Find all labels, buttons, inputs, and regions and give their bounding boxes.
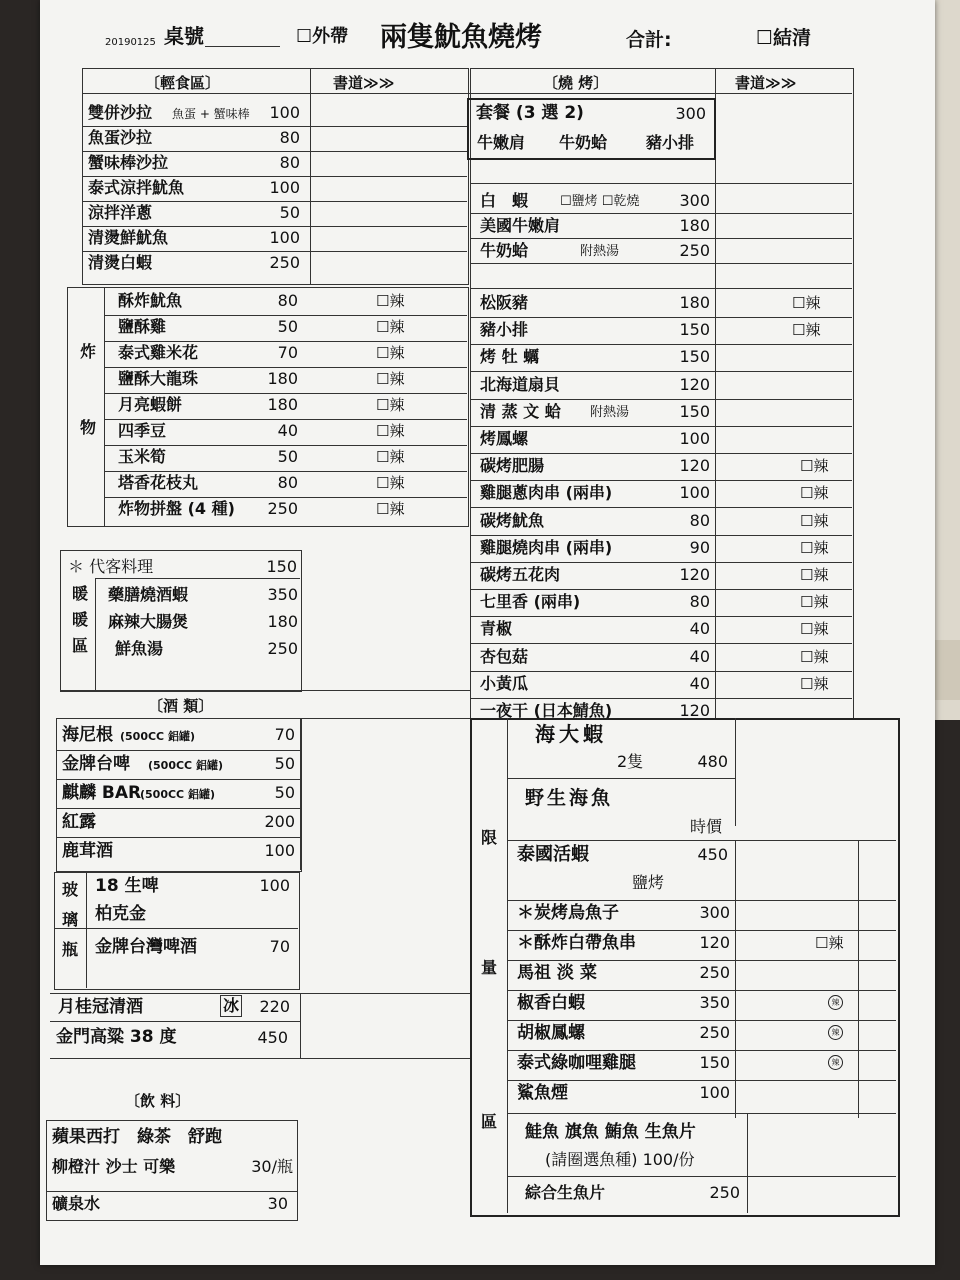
row-divider: [470, 344, 852, 345]
bbq-item-price: 120: [679, 565, 710, 584]
light-item-name: 清燙鮮魷魚: [88, 228, 169, 247]
limited-item-name: 馬祖 淡 菜: [517, 963, 597, 983]
fried-item-price: 180: [267, 369, 298, 388]
row-divider: [56, 750, 300, 751]
wild-fish-name: 野生海魚: [525, 787, 614, 809]
row-divider: [470, 616, 852, 617]
row-divider: [470, 671, 852, 672]
warm-item-price: 350: [267, 585, 298, 604]
row-divider: [104, 497, 467, 498]
soft-drinks-line2: 柳橙汁 沙士 可樂: [52, 1157, 176, 1176]
row-divider: [470, 371, 852, 372]
row-divider: [104, 315, 467, 316]
row-divider: [470, 698, 852, 699]
fried-item-price: 70: [277, 343, 298, 362]
set-item-3: 豬小排: [646, 133, 695, 152]
thai-shrimp-price: 450: [697, 845, 728, 864]
row-divider: [470, 507, 852, 508]
light-item-price: 50: [279, 203, 300, 222]
big-shrimp-price: 480: [697, 752, 728, 771]
bbq-item-price: 40: [689, 673, 710, 693]
spicy-checkbox[interactable]: ☐辣: [800, 457, 829, 476]
spicy-checkbox[interactable]: ☐辣: [800, 593, 829, 612]
water-price: 30: [267, 1194, 288, 1213]
bbq-item-price: 180: [679, 293, 710, 312]
spicy-checkbox[interactable]: ☐辣: [376, 500, 405, 518]
bbq-item-option: 附熱湯: [580, 244, 620, 259]
row-divider: [507, 1080, 896, 1081]
limited-side-2: 量: [481, 958, 498, 977]
total-label: 合計:: [626, 29, 672, 51]
fried-item-name: 鹽酥大龍珠: [118, 369, 199, 388]
soft-drinks-line1: 蘋果西打 綠茶 舒跑: [52, 1127, 222, 1147]
limited-item-name: ＊炭烤烏魚子: [517, 903, 619, 923]
warm-item-price: 250: [267, 639, 298, 658]
bbq-item-price: 150: [679, 347, 710, 367]
bbq-item-name: 杏包菇: [480, 646, 529, 666]
chef-special-label: ＊ 代客料理: [68, 557, 154, 576]
bbq-item-note: 附熱湯: [590, 404, 630, 420]
drink-name: 金牌台啤: [62, 754, 130, 774]
bbq-item-name: 碳烤魷魚: [480, 510, 545, 530]
row-divider: [82, 176, 467, 177]
spicy-checkbox[interactable]: ☐辣: [800, 538, 829, 557]
spicy-checkbox[interactable]: ☐辣: [800, 511, 829, 530]
bbq-item-name: 牛奶蛤: [480, 241, 529, 260]
light-food-title: 〔輕食區〕: [145, 74, 221, 92]
bbq-item-name: 清 蒸 文 蛤: [480, 401, 561, 421]
drinks-title: 〔酒 類〕: [148, 697, 214, 715]
sake-price: 220: [259, 997, 290, 1016]
light-item-name: 涼拌洋蔥: [88, 203, 153, 222]
bbq-item-price: 180: [679, 216, 710, 235]
row-divider: [56, 808, 300, 809]
bbq-item-name: 烤 牡 蠣: [480, 347, 540, 367]
row-divider: [56, 779, 300, 780]
light-item-note: 魚蛋 + 蟹味棒: [172, 107, 250, 121]
wild-fish-price: 時價: [690, 817, 723, 836]
fried-item-name: 四季豆: [118, 421, 167, 440]
warm-side-2: 暖: [72, 610, 89, 629]
row-divider: [104, 471, 467, 472]
bbq-item-name: 白 蝦: [480, 191, 529, 210]
warm-side-3: 區: [72, 636, 89, 655]
fried-item-price: 80: [277, 291, 298, 310]
order-sheet: [40, 0, 935, 1265]
drink-size: (500CC 鋁罐): [148, 759, 223, 772]
row-divider: [470, 453, 852, 454]
light-item-name: 泰式涼拌魷魚: [88, 178, 185, 197]
bottle-item-name: 18 生啤: [95, 876, 159, 896]
limited-side-3: 區: [481, 1112, 498, 1131]
row-divider: [470, 643, 852, 644]
table-number-field[interactable]: [205, 46, 280, 47]
bottle-item-price: 70: [269, 937, 290, 956]
kaoliang-name: 金門高粱 38 度: [56, 1027, 177, 1047]
row-divider: [470, 399, 852, 400]
bbq-item-name: 小黃瓜: [480, 673, 529, 693]
spicy-checkbox[interactable]: ☐辣: [376, 344, 405, 362]
date: 20190125: [105, 37, 156, 48]
chef-special-price: 150: [266, 557, 297, 576]
sashimi-note: (請圈選魚種) 100/份: [545, 1150, 695, 1169]
bbq-item-price: 300: [679, 191, 710, 210]
bbq-item-price: 90: [689, 537, 710, 557]
light-item-price: 80: [279, 128, 300, 147]
bbq-item-option[interactable]: ☐鹽烤 ☐乾燒: [560, 194, 640, 209]
spicy-checkbox[interactable]: ☐辣: [376, 422, 405, 440]
limited-item-name: 泰式綠咖哩雞腿: [517, 1053, 636, 1073]
serve-column-header: 書道≫≫: [333, 74, 395, 92]
bbq-item-name: 烤鳳螺: [480, 429, 529, 448]
spicy-mark-icon: 辣: [828, 995, 843, 1010]
limited-item-price: 150: [699, 1053, 730, 1072]
row-divider: [82, 126, 467, 127]
row-divider: [470, 263, 852, 264]
row-divider: [470, 317, 852, 318]
limited-item-name: 胡椒鳳螺: [517, 1023, 585, 1043]
drink-price: 50: [274, 754, 295, 773]
row-divider: [82, 151, 467, 152]
row-divider: [470, 238, 852, 239]
brand-title: 兩隻魷魚燒烤: [380, 22, 542, 53]
drink-name: 麒麟 BAR: [62, 783, 142, 803]
sashimi-mix-price: 250: [709, 1183, 740, 1202]
spicy-checkbox[interactable]: ☐辣: [800, 647, 829, 666]
spicy-checkbox[interactable]: ☐辣: [376, 370, 405, 388]
bottle-side-2: 璃: [62, 910, 79, 929]
light-item-price: 250: [269, 253, 300, 272]
spicy-checkbox[interactable]: ☐辣: [815, 934, 844, 952]
settled-checkbox[interactable]: ☐結清: [756, 27, 812, 49]
fried-item-name: 炸物拼盤 (4 種): [118, 499, 235, 518]
spicy-checkbox[interactable]: ☐辣: [800, 566, 829, 584]
water-name: 礦泉水: [52, 1194, 101, 1213]
fried-item-name: 月亮蝦餅: [118, 395, 183, 414]
spicy-checkbox[interactable]: ☐辣: [792, 321, 821, 340]
row-divider: [470, 213, 852, 214]
big-shrimp-name: 海大蝦: [535, 722, 607, 746]
limited-item-price: 120: [699, 933, 730, 952]
light-item-price: 100: [269, 228, 300, 247]
warm-item-name: 鮮魚湯: [115, 639, 164, 658]
row-divider: [104, 393, 467, 394]
thai-shrimp-name: 泰國活蝦: [517, 844, 589, 865]
bottle-side-3: 瓶: [62, 940, 79, 959]
bbq-serve-header: 書道≫≫: [735, 74, 797, 92]
bbq-item-name: 豬小排: [480, 320, 529, 340]
limited-item-price: 250: [699, 1023, 730, 1042]
spicy-mark-icon: 辣: [828, 1055, 843, 1070]
spicy-checkbox[interactable]: ☐辣: [376, 474, 405, 492]
spicy-mark-icon: 辣: [828, 1025, 843, 1040]
drink-price: 100: [264, 841, 295, 860]
limited-item-price: 300: [699, 903, 730, 922]
light-item-price: 80: [279, 153, 300, 172]
fried-item-price: 50: [277, 317, 298, 336]
spicy-checkbox[interactable]: ☐辣: [376, 292, 405, 310]
light-item-price: 100: [269, 178, 300, 197]
bbq-item-price: 120: [679, 701, 710, 720]
bottle-item-name: 金牌台灣啤酒: [95, 937, 197, 957]
drink-size: (500CC 鋁罐): [140, 788, 215, 801]
bbq-item-name: 雞腿燒肉串 (兩串): [480, 537, 613, 557]
bbq-item-price: 150: [679, 401, 710, 421]
fried-item-name: 玉米筍: [118, 447, 167, 466]
warm-item-name: 藥膳燒酒蝦: [108, 585, 189, 604]
drink-size: (500CC 鋁罐): [120, 730, 195, 743]
bbq-item-name: 美國牛嫩肩: [480, 216, 561, 235]
spicy-checkbox[interactable]: ☐辣: [376, 396, 405, 414]
light-item-price: 100: [269, 103, 300, 122]
row-divider: [104, 341, 467, 342]
bbq-item-price: 120: [679, 456, 710, 476]
bbq-item-name: 碳烤五花肉: [480, 565, 561, 584]
limited-item-name: ＊酥炸白帶魚串: [517, 933, 636, 953]
drink-price: 70: [274, 725, 295, 744]
kaoliang-price: 450: [257, 1028, 288, 1047]
bbq-item-name: 碳烤肥腸: [480, 456, 545, 476]
set-meal-name: 套餐 (3 選 2): [476, 103, 584, 123]
bbq-item-price: 120: [679, 374, 710, 394]
bbq-item-name: 青椒: [480, 619, 513, 639]
row-divider: [470, 535, 852, 536]
spicy-checkbox[interactable]: ☐辣: [800, 674, 829, 693]
set-item-1: 牛嫩肩: [477, 133, 526, 152]
sake-iced-tag: 冰: [220, 995, 242, 1017]
limited-item-price: 100: [699, 1083, 730, 1102]
light-item-name: 蟹味棒沙拉: [88, 153, 169, 172]
spicy-checkbox[interactable]: ☐辣: [792, 294, 821, 312]
takeout-checkbox[interactable]: ☐外帶: [296, 26, 349, 47]
spicy-checkbox[interactable]: ☐辣: [376, 448, 405, 466]
limited-item-name: 椒香白蝦: [517, 993, 585, 1013]
bottle-item-name: 柏克金: [95, 904, 146, 924]
warm-item-name: 麻辣大腸煲: [108, 612, 189, 631]
limited-item-price: 250: [699, 963, 730, 982]
row-divider: [507, 930, 896, 931]
bbq-item-name: 松阪豬: [480, 293, 529, 312]
thai-shrimp-method: 鹽烤: [632, 873, 665, 892]
bottle-item-price: 100: [259, 876, 290, 895]
fried-item-price: 180: [267, 395, 298, 414]
bbq-item-price: 40: [689, 646, 710, 666]
bbq-title: 〔燒 烤〕: [543, 74, 609, 92]
light-item-name: 雙併沙拉: [88, 103, 153, 122]
fried-item-name: 鹽酥雞: [118, 317, 167, 336]
set-meal-price: 300: [675, 104, 706, 123]
fried-item-price: 40: [277, 421, 298, 440]
table-label: 桌號: [164, 24, 204, 48]
row-divider: [470, 562, 852, 563]
drink-name: 紅露: [62, 812, 96, 832]
row-divider: [82, 201, 467, 202]
sashimi-mix-name: 綜合生魚片: [525, 1183, 606, 1202]
bbq-item-price: 80: [689, 592, 710, 612]
drink-price: 200: [264, 812, 295, 831]
drink-name: 海尼根: [62, 725, 113, 745]
fried-side-2: 物: [80, 418, 97, 437]
drink-price: 50: [274, 783, 295, 802]
row-divider: [507, 1020, 896, 1021]
sake-name: 月桂冠清酒: [58, 997, 143, 1017]
fried-item-price: 80: [277, 473, 298, 492]
fried-side-1: 炸: [80, 342, 97, 361]
limited-side-1: 限: [481, 828, 498, 847]
row-divider: [507, 900, 896, 901]
bbq-item-name: 雞腿蔥肉串 (兩串): [480, 483, 613, 503]
soft-drinks-title: 〔飲 料〕: [125, 1092, 191, 1110]
soft-drinks-price: 30/瓶: [251, 1157, 293, 1176]
spicy-checkbox[interactable]: ☐辣: [376, 318, 405, 336]
row-divider: [104, 419, 467, 420]
light-item-name: 魚蛋沙拉: [88, 128, 153, 147]
fried-item-name: 酥炸魷魚: [118, 291, 183, 310]
bbq-item-price: 250: [679, 241, 710, 260]
bbq-item-name: 北海道扇貝: [480, 374, 561, 394]
spicy-checkbox[interactable]: ☐辣: [800, 484, 829, 503]
bbq-item-price: 80: [689, 510, 710, 530]
bbq-item-price: 40: [689, 619, 710, 639]
row-divider: [82, 226, 467, 227]
bbq-item-name: 一夜干 (日本鯖魚): [480, 701, 613, 720]
row-divider: [104, 367, 467, 368]
bbq-item-price: 150: [679, 320, 710, 340]
row-divider: [507, 1050, 896, 1051]
fried-item-price: 250: [267, 499, 298, 518]
bottle-side-1: 玻: [62, 880, 79, 899]
bbq-item-price: 100: [679, 429, 710, 448]
bbq-item-price: 100: [679, 483, 710, 503]
warm-item-price: 180: [267, 612, 298, 631]
row-divider: [54, 928, 298, 929]
row-divider: [56, 837, 300, 838]
limited-item-name: 鯊魚煙: [517, 1083, 568, 1103]
limited-item-price: 350: [699, 993, 730, 1012]
row-divider: [104, 445, 467, 446]
bbq-item-name: 七里香 (兩串): [480, 592, 581, 612]
spicy-checkbox[interactable]: ☐辣: [800, 620, 829, 639]
row-divider: [507, 960, 896, 961]
row-divider: [82, 251, 467, 252]
drink-name: 鹿茸酒: [62, 841, 113, 861]
row-divider: [507, 990, 896, 991]
row-divider: [470, 480, 852, 481]
row-divider: [470, 426, 852, 427]
light-item-name: 清燙白蝦: [88, 253, 153, 272]
sashimi-options: 鮭魚 旗魚 鮪魚 生魚片: [525, 1122, 696, 1142]
fried-item-name: 泰式雞米花: [118, 343, 199, 362]
row-divider: [470, 589, 852, 590]
big-shrimp-qty: 2隻: [617, 752, 644, 771]
fried-item-price: 50: [277, 447, 298, 466]
warm-side-1: 暖: [72, 584, 89, 603]
fried-item-name: 塔香花枝丸: [118, 473, 199, 492]
set-item-2: 牛奶蛤: [559, 133, 608, 152]
